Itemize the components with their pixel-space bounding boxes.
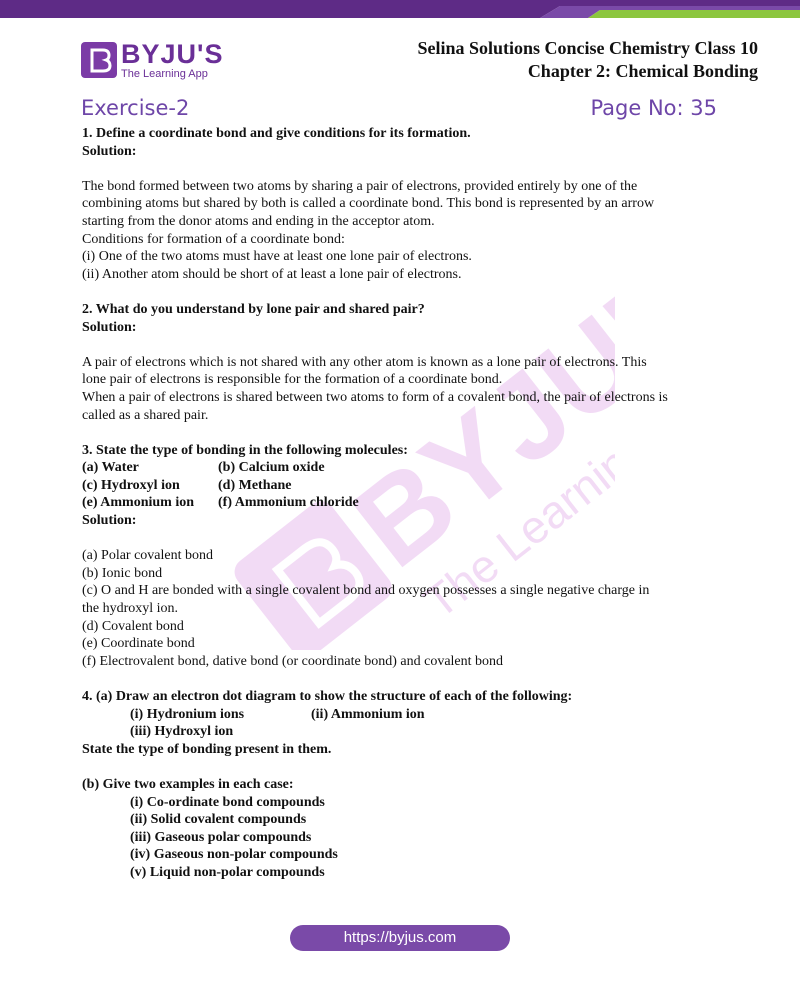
- q4-a-state: State the type of bonding present in them.: [82, 741, 332, 757]
- watermark-name: BYJU'S: [329, 290, 615, 593]
- logo-tagline: The Learning App: [121, 68, 208, 80]
- logo-name: BYJU'S: [121, 39, 224, 69]
- q1-question: 1. Define a coordinate bond and give conditions for its formation.: [82, 126, 471, 141]
- document-title: [417, 37, 758, 83]
- q3-option-row: [82, 494, 732, 512]
- q4-part-b: (b) Give two examples in each case:: [82, 776, 294, 792]
- q1-line: combining atoms but shared by both is called a coordinate bond. This bond is represented by an arrow: [82, 196, 655, 212]
- q3-line: (d) Covalent bond: [82, 618, 184, 634]
- q3-line: (e) Coordinate bond: [82, 636, 195, 652]
- byjus-logo: [81, 40, 231, 84]
- page-content: [82, 125, 732, 882]
- q2-line: called as a shared pair.: [82, 407, 209, 423]
- q4-b-item: (ii) Solid covalent compounds: [130, 812, 307, 828]
- q2-solution-label: Solution:: [82, 319, 137, 335]
- q1-line: starting from the donor atoms and ending in the acceptor atom.: [82, 213, 435, 229]
- q4-a-item: (iii) Hydroxyl ion: [130, 724, 234, 740]
- top-decorative-band: [0, 0, 800, 20]
- page-number: Page No: 35: [590, 96, 717, 120]
- q3-option: (a) Water: [82, 460, 139, 476]
- q2-question: 2. What do you understand by lone pair and shared pair?: [82, 301, 425, 317]
- title-line-2: Chapter 2: Chemical Bonding: [527, 61, 758, 81]
- q4-part-a: 4. (a) Draw an electron dot diagram to show the structure of each of the following:: [82, 689, 573, 704]
- q4-a-items: [82, 706, 732, 741]
- q3-line: the hydroxyl ion.: [82, 601, 179, 617]
- watermark-tagline: The Learning: [414, 420, 615, 629]
- q3-line: (a) Polar covalent bond: [82, 548, 214, 564]
- q2-line: lone pair of electrons is responsible for the formation of a coordinate bond.: [82, 372, 503, 388]
- q3-option: (e) Ammonium ion: [82, 495, 194, 511]
- q3-option: (f) Ammonium chloride: [218, 495, 359, 511]
- q3-option: (b) Calcium oxide: [218, 460, 325, 476]
- q4-a-row: [130, 723, 732, 741]
- q2-line: A pair of electrons which is not shared with any other atom is known as a lone pair of electrons. This: [82, 354, 647, 370]
- title-line-1: Selina Solutions Concise Chemistry Class 10: [417, 38, 758, 58]
- q4-a-row: [130, 706, 732, 724]
- q3-option-row: [82, 459, 732, 477]
- q1-line: (i) One of the two atoms must have at least one lone pair of electrons.: [82, 249, 472, 265]
- q4-b-item: (v) Liquid non-polar compounds: [130, 864, 325, 880]
- q4-a-item: (i) Hydronium ions: [130, 706, 245, 722]
- q2-line: When a pair of electrons is shared between two atoms to form of a covalent bond, the pair of electrons is: [82, 389, 668, 405]
- q3-option: (d) Methane: [218, 477, 292, 493]
- q3-option: (c) Hydroxyl ion: [82, 477, 180, 493]
- q4-b-item: (iv) Gaseous non-polar compounds: [130, 847, 338, 863]
- logo-b-icon: [81, 42, 117, 78]
- q3-line: (c) O and H are bonded with a single covalent bond and oxygen possesses a single negative charge in: [82, 583, 650, 599]
- q3-solution-label: Solution:: [82, 513, 137, 529]
- q4-a-item: (ii) Ammonium ion: [311, 706, 425, 722]
- q3-question: 3. State the type of bonding in the following molecules:: [82, 442, 408, 458]
- q3-line: (f) Electrovalent bond, dative bond (or coordinate bond) and covalent bond: [82, 653, 504, 669]
- footer-url-link[interactable]: https://byjus.com: [290, 925, 510, 951]
- q4-b-item: (iii) Gaseous polar compounds: [130, 829, 312, 845]
- q1-line: The bond formed between two atoms by sharing a pair of electrons, provided entirely by one of the: [82, 178, 638, 194]
- exercise-label: Exercise-2: [81, 96, 190, 120]
- q1-line: (ii) Another atom should be short of at least a lone pair of electrons.: [82, 266, 462, 282]
- q4-b-item: (i) Co-ordinate bond compounds: [130, 794, 325, 810]
- q1-line: Conditions for formation of a coordinate bond:: [82, 231, 345, 247]
- q1-solution-label: Solution:: [82, 143, 137, 159]
- q3-line: (b) Ionic bond: [82, 565, 163, 581]
- q4-b-items: [82, 794, 732, 882]
- q3-option-row: [82, 477, 732, 495]
